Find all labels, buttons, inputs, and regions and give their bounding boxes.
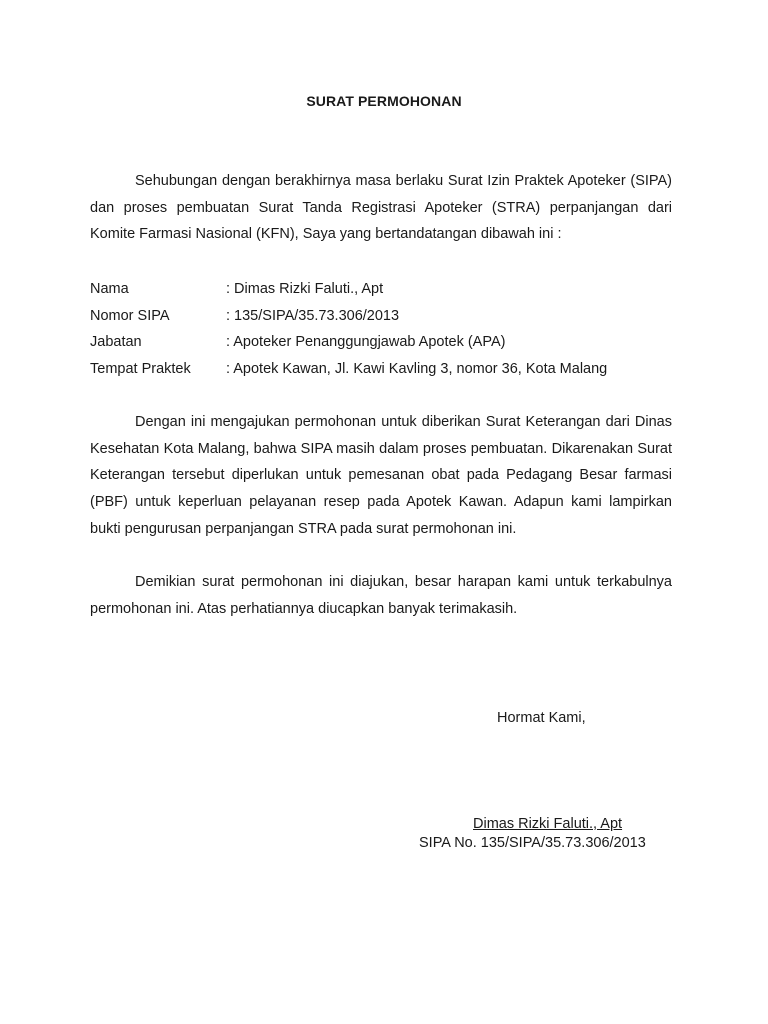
identity-label: Jabatan	[90, 334, 142, 350]
identity-row-sipa	[90, 303, 690, 330]
identity-label: Nama	[90, 281, 129, 297]
closing-salutation: Hormat Kami,	[497, 710, 586, 726]
signatory-name: Dimas Rizki Faluti., Apt	[473, 816, 623, 832]
request-paragraph: Dengan ini mengajukan permohonan untuk diberikan Surat Keterangan dari Dinas Kesehatan Kota Malang, bahwa SIPA masih dalam proses pembuatan. Dikarenakan Surat Keterangan tersebut diperlukan untuk pemesanan obat pada Pedagang Besar farmasi (PBF) untuk keperluan pelayanan resep pada Apotek Kawan. Adapun kami lampirkan bukti pengurusan perpanjangan STRA pada surat permohonan ini.	[90, 414, 672, 537]
identity-label: Nomor SIPA	[90, 307, 170, 324]
identity-value: : Dimas Rizki Faluti., Apt	[226, 281, 384, 297]
letter-title: SURAT PERMOHONAN	[306, 93, 462, 109]
identity-value: : Apotek Kawan, Jl. Kawi Kavling 3, nomor 36, Kota Malang	[226, 360, 608, 377]
closing-paragraph: Demikian surat permohonan ini diajukan, besar harapan kami untuk terkabulnya permohonan ini. Atas perhatiannya diucapkan banyak terimakasih.	[90, 574, 672, 617]
identity-row-name	[90, 276, 690, 303]
identity-row-workplace	[90, 356, 690, 383]
opening-paragraph: Sehubungan dengan berakhirnya masa berlaku Surat Izin Praktek Apoteker (SIPA) dan proses pembuatan Surat Tanda Registrasi Apoteker (STRA) perpanjangan dari Komite Farmasi Nasional (KFN), Saya yang bertandatangan dibawah ini :	[90, 173, 672, 243]
signatory-sipa: SIPA No. 135/SIPA/35.73.306/2013	[419, 835, 646, 851]
identity-row-position	[90, 329, 690, 356]
identity-block	[90, 276, 690, 382]
identity-label: Tempat Praktek	[90, 360, 191, 377]
identity-value: : Apoteker Penanggungjawab Apotek (APA)	[226, 334, 506, 350]
identity-value: : 135/SIPA/35.73.306/2013	[226, 307, 400, 324]
